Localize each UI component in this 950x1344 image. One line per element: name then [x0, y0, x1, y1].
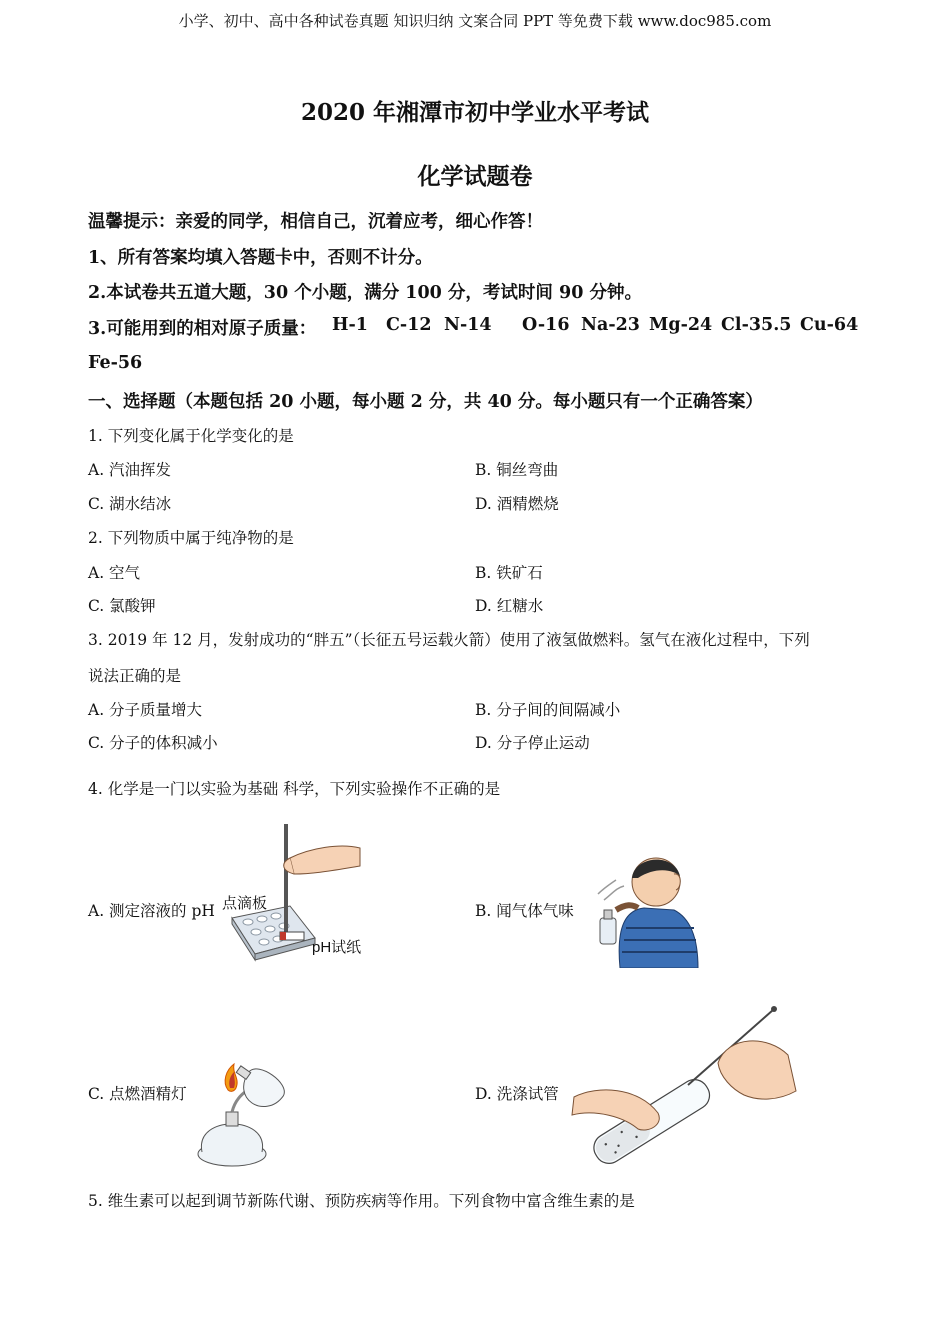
atom-mass: C-12 — [386, 315, 432, 335]
q2-option-a: A. 空气 — [88, 564, 141, 582]
tip-line: 温馨提示：亲爱的同学，相信自己，沉着应考，细心作答！ — [88, 212, 543, 232]
exam-title: 2020 年湘潭市初中学业水平考试 — [300, 99, 650, 126]
figure-label-plate: 点滴板 — [222, 895, 268, 912]
q1-option-c: C. 湖水结冰 — [88, 495, 172, 513]
q3-stem-line-1: 3. 2019 年 12 月，发射成功的“胖五”（长征五号运载火箭）使用了液氢做燃料。氢气在液化过程中，下列 — [88, 631, 810, 649]
atom-mass: Cl-35.5 — [721, 315, 792, 335]
q4-stem: 4. 化学是一门以实验为基础 科学，下列实验操作不正确的是 — [88, 780, 501, 798]
note-2: 2.本试卷共五道大题，30 个小题，满分 100 分，考试时间 90 分钟。 — [88, 283, 642, 303]
alcohol-lamp-figure — [192, 1062, 302, 1172]
q4-option-b: B. 闻气体气味 — [475, 902, 574, 920]
q3-stem-line-2: 说法正确的是 — [88, 667, 182, 685]
header-banner: 小学、初中、高中各种试卷真题 知识归纳 文案合同 PPT 等免费下载 www.doc985.com — [178, 12, 772, 30]
atomic-masses — [0, 315, 950, 337]
q4-option-a: A. 测定溶液的 pH — [88, 902, 215, 920]
q3-option-c: C. 分子的体积减小 — [88, 734, 218, 752]
q5-stem: 5. 维生素可以起到调节新陈代谢、预防疾病等作用。下列食物中富含维生素的是 — [88, 1192, 635, 1210]
q3-option-b: B. 分子间的间隔减小 — [475, 701, 621, 719]
section-1-title: 一、选择题（本题包括 20 小题，每小题 2 分，共 40 分。每小题只有一个正确答案） — [88, 392, 763, 412]
q2-option-b: B. 铁矿石 — [475, 564, 543, 582]
atom-mass: Na-23 — [581, 315, 640, 335]
q2-stem: 2. 下列物质中属于纯净物的是 — [88, 529, 294, 547]
q2-option-c: C. 氯酸钾 — [88, 597, 156, 615]
atom-mass: Mg-24 — [649, 315, 713, 335]
q3-option-a: A. 分子质量增大 — [88, 701, 203, 719]
figure-label-paper: pH试纸 — [312, 939, 362, 956]
atom-mass: Cu-64 — [800, 315, 859, 335]
q1-option-a: A. 汽油挥发 — [88, 461, 172, 479]
note-1: 1、所有答案均填入答题卡中，否则不计分。 — [88, 248, 433, 268]
q4-option-c: C. 点燃酒精灯 — [88, 1085, 187, 1103]
atom-mass-fe: Fe-56 — [88, 353, 143, 373]
q3-option-d: D. 分子停止运动 — [475, 734, 590, 752]
atom-mass: O-16 — [522, 315, 570, 335]
q1-option-b: B. 铜丝弯曲 — [475, 461, 559, 479]
ph-test-figure — [220, 818, 380, 968]
atom-mass: H-1 — [332, 315, 368, 335]
test-tube-figure — [568, 1005, 798, 1175]
paper-title: 化学试题卷 — [417, 163, 533, 190]
smell-gas-figure — [586, 848, 706, 968]
atom-mass: N-14 — [444, 315, 492, 335]
q1-option-d: D. 酒精燃烧 — [475, 495, 559, 513]
note-3-label: 3.可能用到的相对原子质量： — [88, 319, 317, 339]
q2-option-d: D. 红糖水 — [475, 597, 544, 615]
q4-option-d: D. 洗涤试管 — [475, 1085, 559, 1103]
q1-stem: 1. 下列变化属于化学变化的是 — [88, 427, 294, 445]
